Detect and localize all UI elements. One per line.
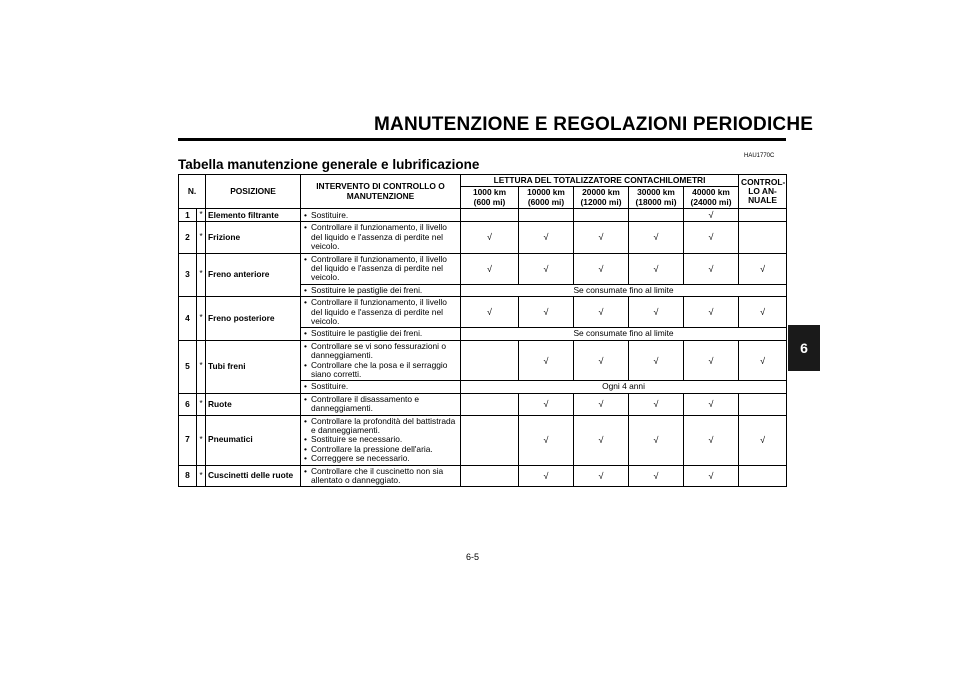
header-km-distance: 20000 km: [582, 187, 620, 198]
row-intervention: [301, 465, 461, 487]
check-cell: [739, 393, 787, 415]
interval-note: Se consumate fino al limite: [461, 328, 787, 340]
section-heading: Tabella manutenzione generale e lubrificazione: [178, 157, 480, 172]
check-cell: √: [574, 415, 629, 465]
check-cell: [461, 465, 519, 487]
intervention-item: • Controllare il funzionamento, il livello del liquido e l'assenza di perdite nel veicolo.: [303, 298, 458, 326]
row-intervention: [301, 340, 461, 381]
header-km-distance: 40000 km: [692, 187, 730, 198]
intervention-item: • Controllare che il cuscinetto non sia allentato o danneggiato.: [303, 467, 458, 486]
intervention-item: • Controllare la profondità del battistrada e danneggiamenti.: [303, 417, 458, 436]
check-cell: √: [739, 253, 787, 284]
check-cell: √: [629, 465, 684, 487]
row-intervention: [301, 328, 461, 340]
maintenance-table: [178, 174, 787, 487]
row-position: Freno anteriore: [206, 253, 301, 297]
table-row: [179, 340, 787, 381]
table-row: [179, 297, 787, 328]
header-odometer: LETTURA DEL TOTALIZZATORE CONTACHILOMETRI: [461, 175, 739, 187]
check-cell: √: [629, 222, 684, 253]
page-title: MANUTENZIONE E REGOLAZIONI PERIODICHE: [374, 114, 814, 135]
row-number: 8: [179, 465, 197, 487]
page-number: 6-5: [466, 552, 480, 562]
header-km-miles: (18000 mi): [635, 196, 677, 207]
check-cell: √: [739, 297, 787, 328]
table-row: [179, 415, 787, 465]
header-km-miles: (6000 mi): [527, 196, 565, 207]
row-intervention: [301, 297, 461, 328]
row-number: 1: [179, 209, 197, 222]
intervention-item: • Controllare se vi sono fessurazioni o danneggiamenti.: [303, 342, 458, 361]
check-cell: √: [739, 340, 787, 381]
check-cell: √: [574, 253, 629, 284]
check-cell: √: [519, 393, 574, 415]
intervention-item: • Controllare il disassamento e danneggiamenti.: [303, 395, 458, 414]
row-intervention: [301, 222, 461, 253]
dealer-mark: *: [197, 209, 206, 222]
check-cell: [461, 340, 519, 381]
table-row: [179, 209, 787, 222]
intervention-item: • Sostituire le pastiglie dei freni.: [303, 286, 458, 295]
row-position: Pneumatici: [206, 415, 301, 465]
row-position: Cuscinetti delle ruote: [206, 465, 301, 487]
row-number: 4: [179, 297, 197, 341]
check-cell: √: [684, 209, 739, 222]
row-position: Elemento filtrante: [206, 209, 301, 222]
check-cell: √: [519, 222, 574, 253]
header-annual: CONTROL-LO AN-NUALE: [739, 175, 787, 209]
header-intervention: INTERVENTO DI CONTROLLO O MANUTENZIONE: [301, 175, 461, 209]
check-cell: √: [519, 340, 574, 381]
intervention-item: • Sostituire.: [303, 382, 458, 391]
check-cell: √: [684, 340, 739, 381]
header-km-1: [519, 187, 574, 209]
dealer-mark: *: [197, 393, 206, 415]
row-position: Ruote: [206, 393, 301, 415]
check-cell: [461, 393, 519, 415]
dealer-mark: *: [197, 253, 206, 297]
check-cell: √: [684, 415, 739, 465]
check-cell: √: [519, 415, 574, 465]
row-intervention: [301, 381, 461, 393]
check-cell: √: [574, 340, 629, 381]
row-intervention: [301, 415, 461, 465]
check-cell: √: [519, 297, 574, 328]
check-cell: √: [629, 393, 684, 415]
header-km-miles: (24000 mi): [690, 196, 732, 207]
check-cell: √: [684, 253, 739, 284]
check-cell: [574, 209, 629, 222]
dealer-mark: *: [197, 415, 206, 465]
check-cell: √: [574, 297, 629, 328]
table-row: [179, 465, 787, 487]
check-cell: √: [684, 393, 739, 415]
check-cell: √: [574, 393, 629, 415]
title-divider: [178, 138, 786, 141]
intervention-item: • Controllare la pressione dell'aria.: [303, 445, 458, 454]
header-position: POSIZIONE: [206, 175, 301, 209]
header-km-4: [684, 187, 739, 209]
header-km-miles: (600 mi): [473, 196, 506, 207]
dealer-mark: *: [197, 297, 206, 341]
dealer-mark: *: [197, 340, 206, 393]
row-intervention: [301, 393, 461, 415]
check-cell: [629, 209, 684, 222]
row-intervention: [301, 209, 461, 222]
header-n: N.: [179, 175, 206, 209]
chapter-tab: 6: [788, 325, 820, 371]
intervention-item: • Sostituire.: [303, 211, 458, 220]
check-cell: √: [461, 222, 519, 253]
dealer-mark: *: [197, 222, 206, 253]
check-cell: √: [629, 415, 684, 465]
intervention-item: • Correggere se necessario.: [303, 454, 458, 463]
check-cell: √: [629, 297, 684, 328]
check-cell: √: [519, 253, 574, 284]
check-cell: [739, 222, 787, 253]
dealer-mark: *: [197, 465, 206, 487]
intervention-item: • Controllare il funzionamento, il livello del liquido e l'assenza di perdite nel veicolo.: [303, 255, 458, 283]
table-row: [179, 253, 787, 284]
header-km-2: [574, 187, 629, 209]
row-number: 5: [179, 340, 197, 393]
row-number: 7: [179, 415, 197, 465]
check-cell: √: [629, 340, 684, 381]
check-cell: √: [684, 222, 739, 253]
check-cell: √: [574, 465, 629, 487]
header-km-distance: 30000 km: [637, 187, 675, 198]
table-row: [179, 222, 787, 253]
intervention-item: • Controllare il funzionamento, il livello del liquido e l'assenza di perdite nel veicolo.: [303, 223, 458, 251]
table-row: [179, 393, 787, 415]
check-cell: √: [519, 465, 574, 487]
header-km-0: [461, 187, 519, 209]
row-intervention: [301, 284, 461, 296]
check-cell: [461, 209, 519, 222]
check-cell: [739, 465, 787, 487]
check-cell: √: [629, 253, 684, 284]
interval-note: Ogni 4 anni: [461, 381, 787, 393]
check-cell: √: [461, 297, 519, 328]
intervention-item: • Controllare che la posa e il serraggio siano corretti.: [303, 361, 458, 380]
header-km-3: [629, 187, 684, 209]
row-number: 3: [179, 253, 197, 297]
check-cell: √: [684, 297, 739, 328]
row-position: Freno posteriore: [206, 297, 301, 341]
intervention-item: • Sostituire le pastiglie dei freni.: [303, 329, 458, 338]
header-km-miles: (12000 mi): [580, 196, 622, 207]
check-cell: √: [739, 415, 787, 465]
check-cell: [739, 209, 787, 222]
header-km-distance: 1000 km: [472, 187, 507, 198]
row-number: 2: [179, 222, 197, 253]
row-intervention: [301, 253, 461, 284]
interval-note: Se consumate fino al limite: [461, 284, 787, 296]
row-position: Frizione: [206, 222, 301, 253]
row-position: Tubi freni: [206, 340, 301, 393]
row-number: 6: [179, 393, 197, 415]
check-cell: √: [461, 253, 519, 284]
reference-code: HAU1770C: [744, 153, 775, 159]
check-cell: [519, 209, 574, 222]
check-cell: √: [684, 465, 739, 487]
intervention-item: • Sostituire se necessario.: [303, 435, 458, 444]
check-cell: [461, 415, 519, 465]
header-km-distance: 10000 km: [527, 187, 565, 198]
check-cell: √: [574, 222, 629, 253]
